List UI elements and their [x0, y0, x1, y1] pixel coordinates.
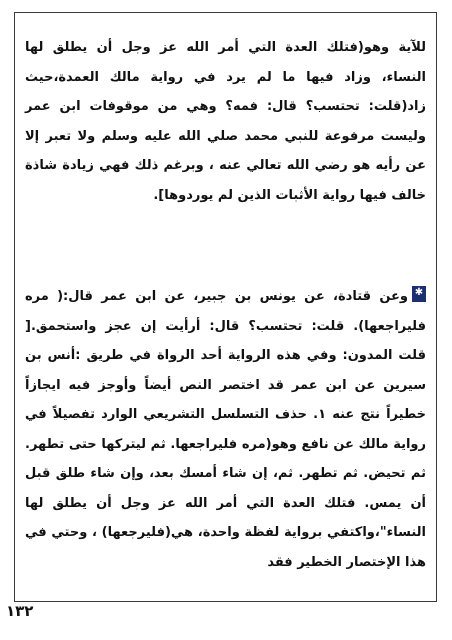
asterisk-marker-icon — [412, 286, 426, 302]
page-number: ١٣٢ — [6, 602, 34, 620]
paragraph-1-text: للآية وهو(فتلك العدة التي أمر الله عز وجل أن يطلق لها النساء، وزاد فيها ما لم يرد في رواية مالك العمدة،حيث زاد(قلت: تحتسب؟ قال: فمه؟ وهي من موقوفات ابن عمر وليست مرفوعة للنبي محمد صلي الله عليه وسلم ولا تعبر إلا عن رأيه هو رضي الله تعالي عنه ، وبرغم ذلك فهي زيادة شاذة خالف فيها رواية الأثبات الذين لم يوردوها]. — [25, 40, 426, 203]
page-frame — [14, 12, 437, 602]
paragraph-2 — [25, 282, 426, 577]
paragraph-1 — [25, 33, 426, 210]
paragraph-2-text: وعن قتادة، عن يونس بن جبير، عن ابن عمر قال:( مره فليراجعها). قلت: تحتسب؟ قال: أرأيت إن عجز واستحمق.[ قلت المدون: وفي هذه الرواية أحد الرواة في طريق :أنس بن سيرين عن ابن عمر قد اختصر النص أيضاً وأوجز فيه ايجازاً خطيراً نتج عنه ١. حذف التسلسل التشريعي الوارد تفصيلاً في رواية مالك عن نافع وهو(مره فليراجعها. ثم ليتركها حتى تطهر. ثم تحيض. ثم تطهر. ثم، إن شاء أمسك بعد، وإن شاء طلق قبل أن يمس. فتلك العدة التي أمر الله عز وجل أن يطلق لها النساء"،واكتفي برواية لفظة واحدة، هي(فليرجعها) ، وحتي في هذا الإختصار الخطير فقد — [25, 289, 427, 570]
